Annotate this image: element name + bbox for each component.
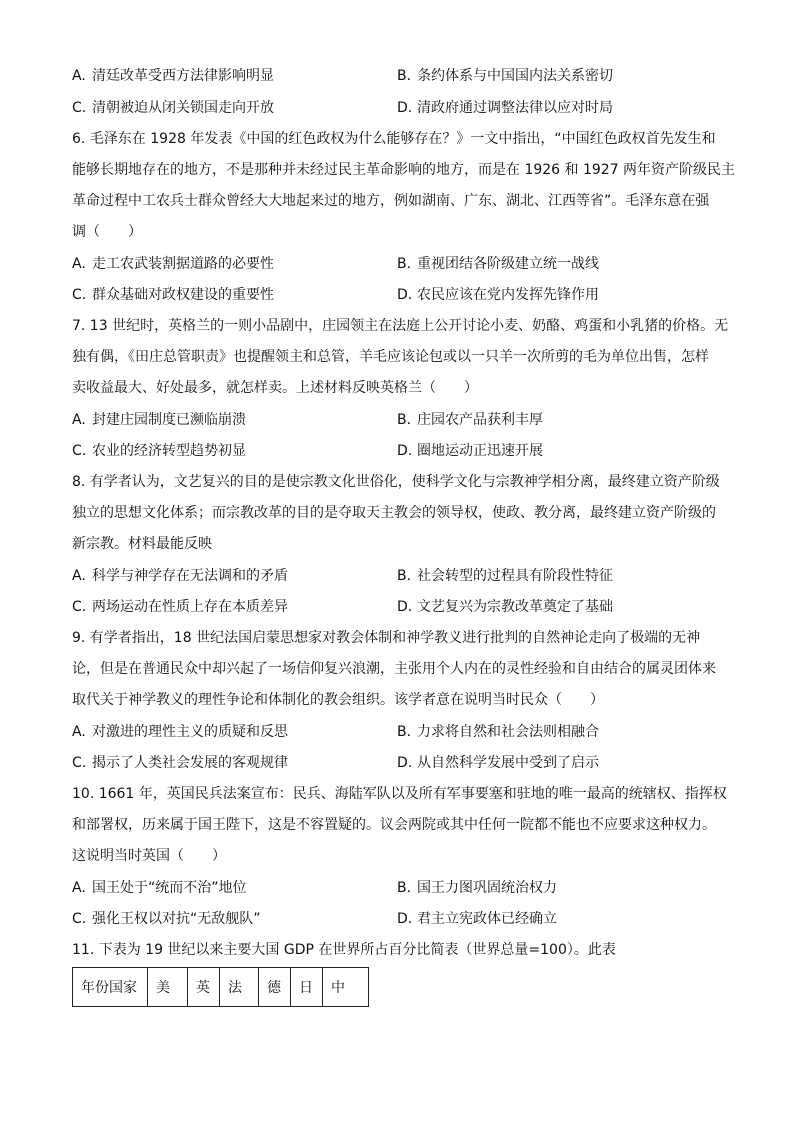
q10-option-d[interactable]: [397, 910, 557, 928]
option-letter: C.: [72, 911, 87, 927]
q7-stem-line: 独有偶，《田庄总管职责》也提醒领主和总管，羊毛应该论包或以一只羊一次所剪的毛为单位出售，怎样: [72, 349, 709, 365]
table-header-cell: 年份国家: [73, 968, 148, 1007]
q7-option-d[interactable]: [397, 442, 543, 460]
option-text: 走工农武装割据道路的必要性: [92, 256, 274, 272]
q8-option-a[interactable]: [72, 567, 288, 585]
table-header-cell: 德: [259, 968, 291, 1007]
option-letter: A.: [72, 68, 86, 84]
q7-option-c[interactable]: [72, 442, 246, 460]
option-text: 重视团结各阶级建立统一战线: [417, 256, 599, 272]
option-letter: D.: [397, 911, 413, 927]
option-letter: C.: [72, 599, 87, 615]
option-text: 清政府通过调整法律以应对时局: [417, 100, 613, 116]
option-text: 国王力图巩固统治权力: [417, 880, 557, 896]
q5-option-b[interactable]: [397, 67, 613, 85]
option-text: 文艺复兴为宗教改革奠定了基础: [417, 599, 613, 615]
option-text: 社会转型的过程具有阶段性特征: [417, 568, 613, 584]
option-text: 国王处于“统而不治”地位: [92, 880, 247, 896]
q7-stem-line: 卖收益最大、好处最多，就怎样卖。上述材料反映英格兰（ ）: [72, 380, 478, 396]
option-letter: C.: [72, 755, 87, 771]
q7-option-a[interactable]: [72, 411, 246, 429]
option-letter: D.: [397, 755, 413, 771]
option-letter: D.: [397, 287, 413, 303]
q9-stem-line: 9. 有学者指出，18 世纪法国启蒙思想家对教会体制和神学教义进行批判的自然神论走向了极端的无神: [72, 630, 701, 646]
q10-option-c[interactable]: [72, 910, 261, 928]
option-text: 力求将自然和社会法则相融合: [417, 724, 599, 740]
q10-option-b[interactable]: [397, 879, 557, 897]
option-letter: B.: [397, 724, 412, 740]
table-header-cell: 法: [220, 968, 259, 1007]
option-text: 对激进的理性主义的质疑和反思: [92, 724, 288, 740]
option-text: 从自然科学发展中受到了启示: [417, 755, 599, 771]
option-text: 科学与神学存在无法调和的矛盾: [92, 568, 288, 584]
option-text: 庄园农产品获利丰厚: [417, 412, 543, 428]
q8-option-d[interactable]: [397, 598, 613, 616]
q8-stem-line: 8. 有学者认为，文艺复兴的目的是使宗教文化世俗化，使科学文化与宗教神学相分离，最终建立资产阶级: [72, 474, 720, 490]
q9-option-b[interactable]: [397, 723, 599, 741]
option-text: 君主立宪政体已经确立: [417, 911, 557, 927]
table-header-cell: 日: [291, 968, 323, 1007]
option-letter: D.: [397, 599, 413, 615]
table-header-cell: 美: [148, 968, 188, 1007]
q9-option-c[interactable]: [72, 754, 288, 772]
q5-option-c[interactable]: [72, 99, 274, 117]
option-letter: C.: [72, 100, 87, 116]
q6-option-a[interactable]: [72, 255, 274, 273]
q8-option-c[interactable]: [72, 598, 288, 616]
q9-option-a[interactable]: [72, 723, 288, 741]
q7-option-b[interactable]: [397, 411, 543, 429]
option-letter: A.: [72, 256, 86, 272]
q8-option-b[interactable]: [397, 567, 613, 585]
table-header-cell: 英: [188, 968, 220, 1007]
q10-stem-line: 和部署权，历来属于国王陛下，这是不容置疑的。议会两院或其中任何一院都不能也不应要求这种权力。: [72, 817, 716, 833]
option-text: 圈地运动正迅速开展: [417, 443, 543, 459]
q10-stem-line: 10. 1661 年，英国民兵法案宣布：民兵、海陆军队以及所有军事要塞和驻地的唯一最高的统辖权、指挥权: [72, 786, 727, 802]
q6-stem-line: 能够长期地存在的地方，不是那种并未经过民主革命影响的地方，而是在 1926 和 1927 两年资产阶级民主: [72, 162, 736, 178]
table-header-row: [73, 968, 369, 1007]
gdp-table: [72, 967, 369, 1007]
q8-stem-line: 新宗教。材料最能反映: [72, 536, 212, 552]
option-text: 清廷改革受西方法律影响明显: [92, 68, 274, 84]
option-letter: B.: [397, 256, 412, 272]
option-letter: A.: [72, 880, 86, 896]
q9-option-d[interactable]: [397, 754, 599, 772]
q6-option-d[interactable]: [397, 286, 599, 304]
option-letter: D.: [397, 443, 413, 459]
q7-stem-line: 7. 13 世纪时，英格兰的一则小品剧中，庄园领主在法庭上公开讨论小麦、奶酪、鸡蛋和小乳猪的价格。无: [72, 318, 729, 334]
option-letter: A.: [72, 568, 86, 584]
option-text: 揭示了人类社会发展的客观规律: [92, 755, 288, 771]
option-text: 两场运动在性质上存在本质差异: [92, 599, 288, 615]
option-letter: A.: [72, 724, 86, 740]
option-text: 农民应该在党内发挥先锋作用: [417, 287, 599, 303]
q11-stem-line: 11. 下表为 19 世纪以来主要大国 GDP 在世界所占百分比简表（世界总量=100）。此表: [72, 942, 616, 958]
option-text: 清朝被迫从闭关锁国走向开放: [92, 100, 274, 116]
table-header-cell: 中: [323, 968, 369, 1007]
option-text: 封建庄园制度已濒临崩溃: [92, 412, 246, 428]
option-letter: C.: [72, 287, 87, 303]
option-letter: C.: [72, 443, 87, 459]
q10-stem-line: 这说明当时英国（ ）: [72, 848, 226, 864]
q6-stem-line: 6. 毛泽东在 1928 年发表《中国的红色政权为什么能够存在？》一文中指出，“中国红色政权首先发生和: [72, 131, 716, 147]
q6-option-c[interactable]: [72, 286, 274, 304]
option-letter: A.: [72, 412, 86, 428]
q6-stem-line: 革命过程中工农兵士群众曾经大大地起来过的地方，例如湖南、广东、湖北、江西等省”。毛泽东意在强: [72, 193, 710, 209]
option-text: 强化王权以对抗“无敌舰队”: [92, 911, 261, 927]
option-letter: B.: [397, 880, 412, 896]
q6-option-b[interactable]: [397, 255, 599, 273]
option-letter: B.: [397, 568, 412, 584]
option-letter: B.: [397, 68, 412, 84]
q6-stem-line: 调（ ）: [72, 224, 142, 240]
q10-option-a[interactable]: [72, 879, 247, 897]
option-text: 农业的经济转型趋势初显: [92, 443, 246, 459]
q5-option-d[interactable]: [397, 99, 613, 117]
q5-option-a[interactable]: [72, 67, 274, 85]
option-text: 条约体系与中国国内法关系密切: [417, 68, 613, 84]
option-text: 群众基础对政权建设的重要性: [92, 287, 274, 303]
q9-stem-line: 论，但是在普通民众中却兴起了一场信仰复兴浪潮，主张用个人内在的灵性经验和自由结合的属灵团体来: [72, 661, 716, 677]
q8-stem-line: 独立的思想文化体系；而宗教改革的目的是夺取天主教会的领导权，使政、教分离，最终建立资产阶级的: [72, 505, 716, 521]
option-letter: B.: [397, 412, 412, 428]
q9-stem-line: 取代关于神学教义的理性争论和体制化的教会组织。该学者意在说明当时民众（ ）: [72, 692, 604, 708]
option-letter: D.: [397, 100, 413, 116]
